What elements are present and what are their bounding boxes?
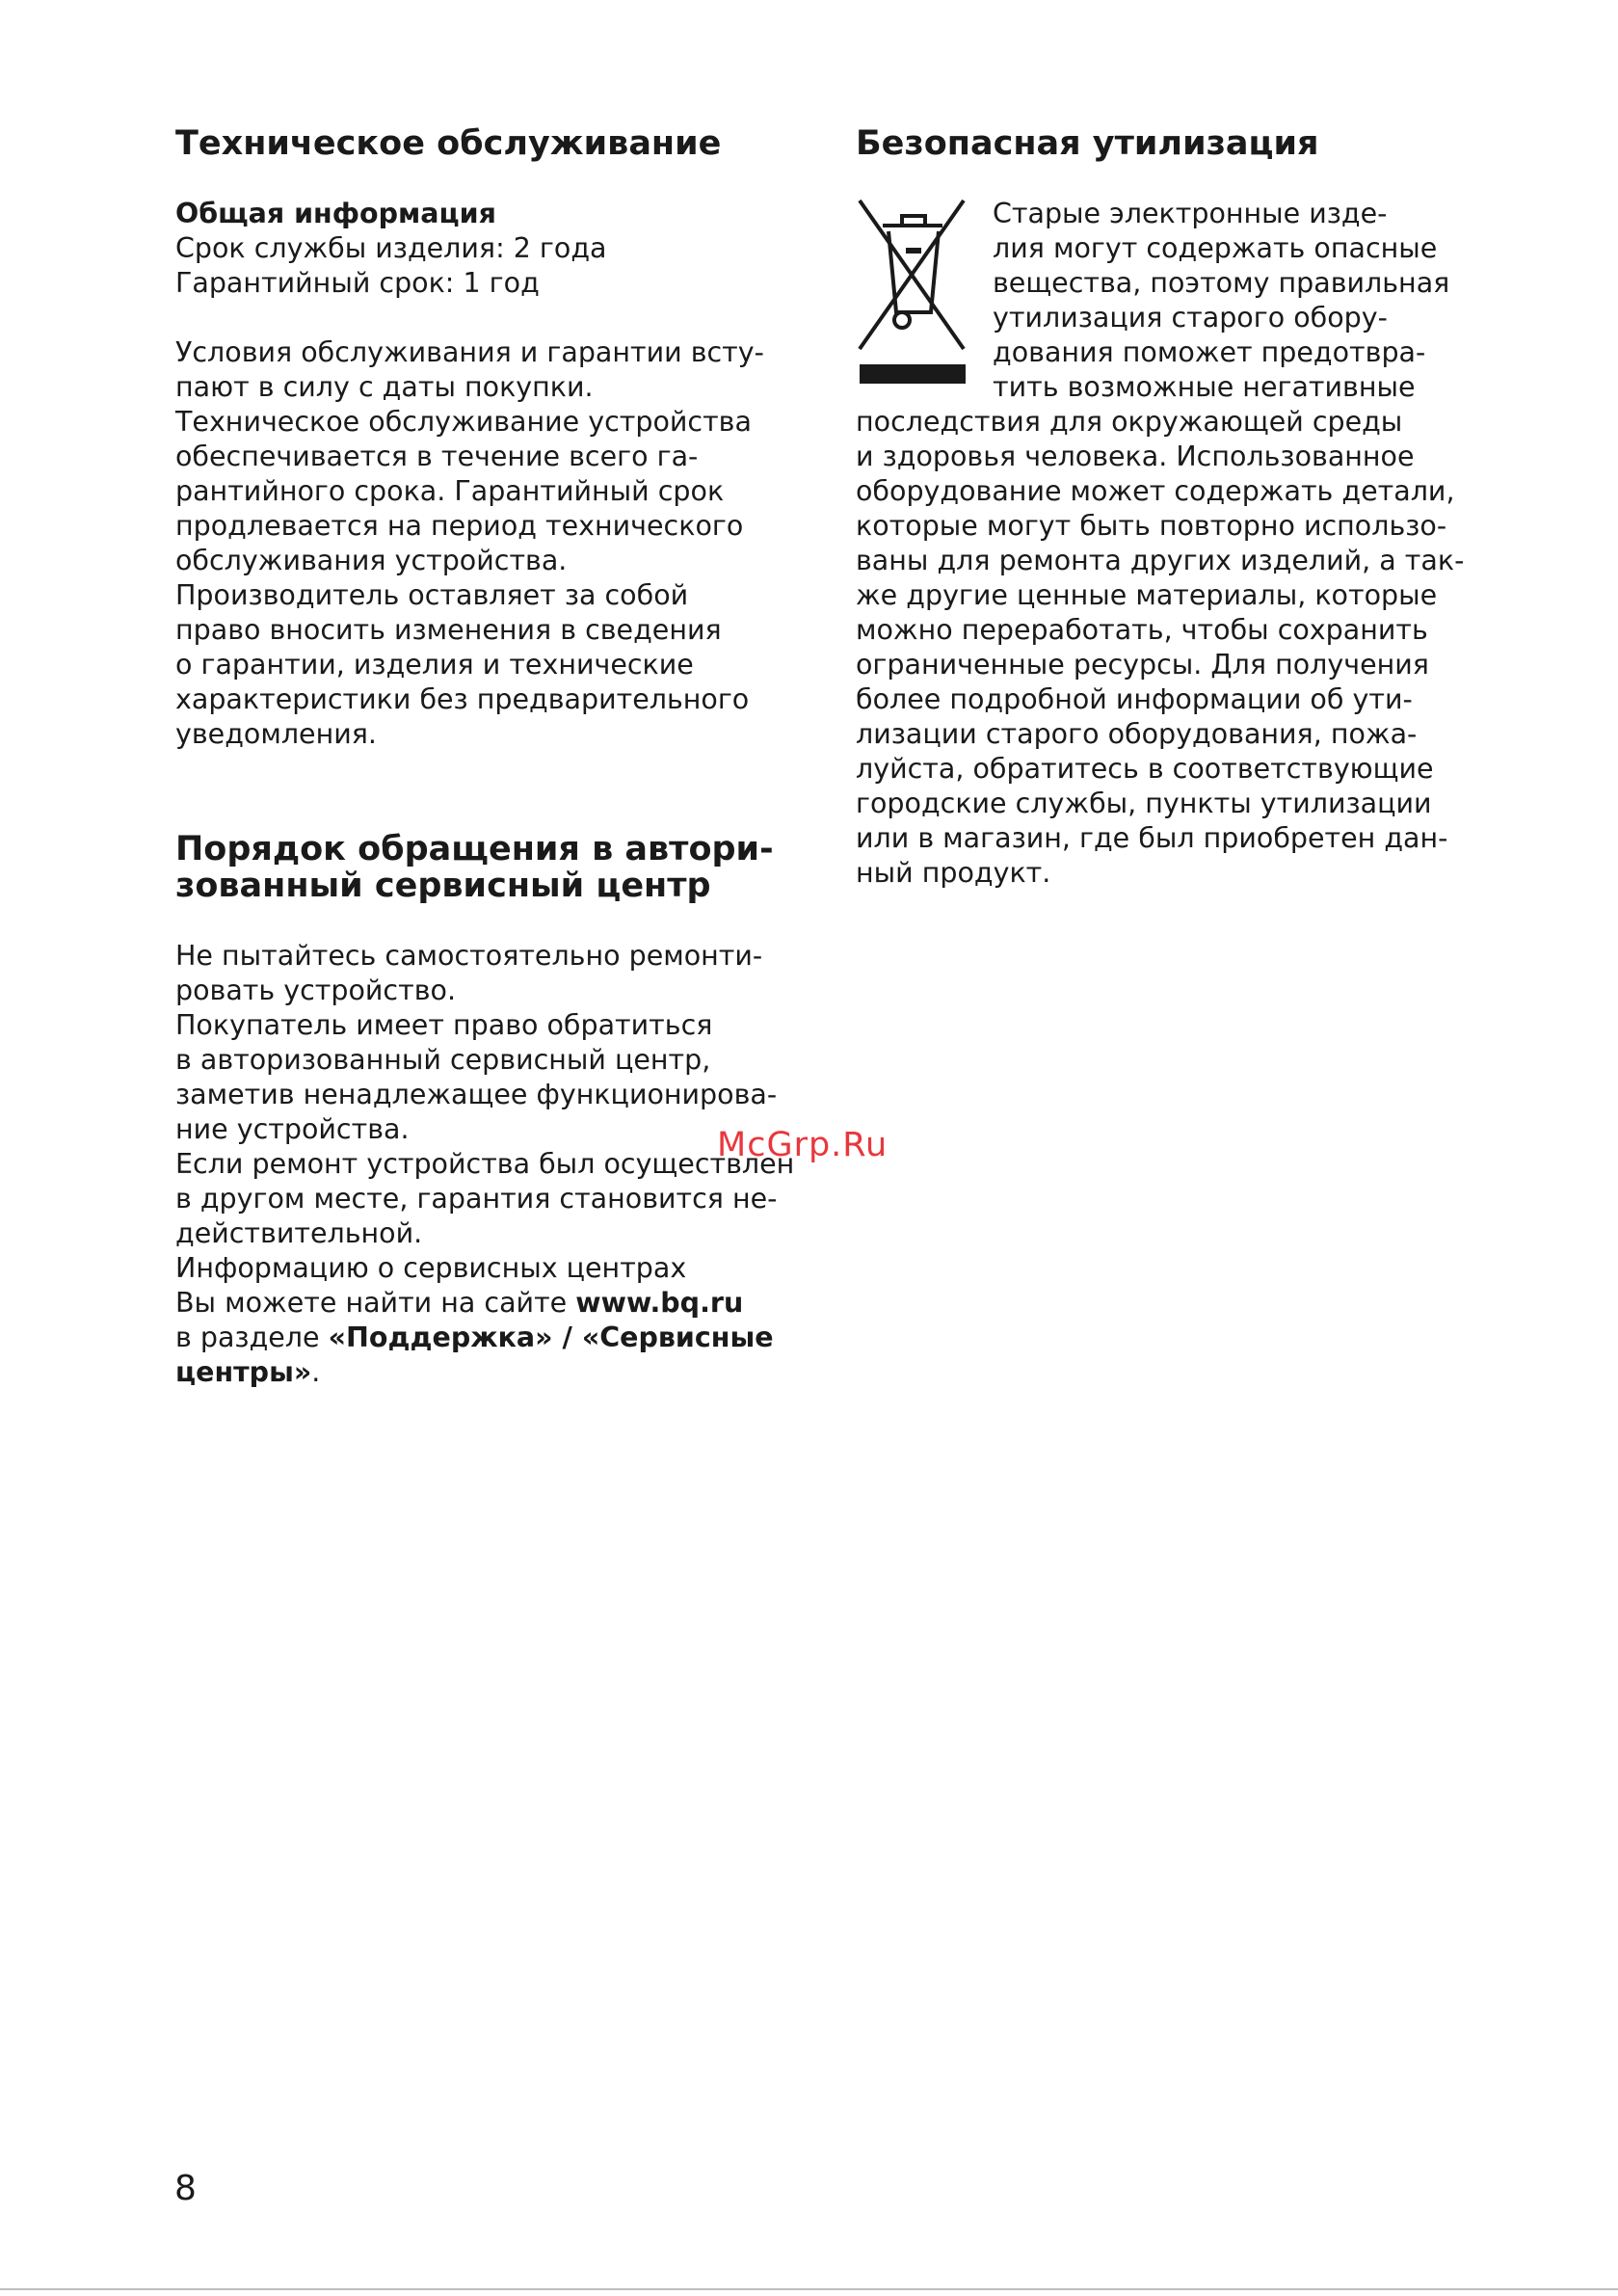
- section-suffix: .: [311, 1356, 321, 1388]
- paragraph-line: Если ремонт устройства был осуществлен: [175, 1148, 795, 1180]
- paragraph-line: и здоровья человека. Использованное: [856, 441, 1415, 472]
- section-line-2: [175, 1355, 831, 1390]
- maintenance-paragraph: [175, 335, 831, 752]
- paragraph-line: же другие ценные материалы, которые: [856, 579, 1438, 611]
- site-line: [175, 1286, 831, 1321]
- general-info-subheading: Общая информация: [175, 198, 496, 229]
- section-line: [175, 1321, 831, 1355]
- paragraph-line: тить возможные негативные: [993, 371, 1416, 403]
- paragraph-line: можно переработать, чтобы сохранить: [856, 614, 1428, 646]
- paragraph-line: городские службы, пункты утилизации: [856, 788, 1432, 819]
- paragraph-line: Условия обслуживания и гарантии всту-: [175, 336, 764, 368]
- site-prefix: Вы можете найти на сайте: [175, 1287, 576, 1319]
- paragraph-line: Старые электронные изде-: [993, 198, 1388, 229]
- paragraph-line: Информацию о сервисных центрах: [175, 1252, 687, 1284]
- paragraph-line: в авторизованный сервисный центр,: [175, 1044, 711, 1076]
- left-column: [175, 125, 831, 1390]
- service-life-text: Срок службы изделия: 2 года: [175, 232, 607, 264]
- paragraph-line: вещества, поэтому правильная: [993, 267, 1450, 299]
- service-center-paragraph: [175, 939, 831, 1390]
- service-center-heading: [175, 831, 831, 904]
- paragraph-line: ровать устройство.: [175, 974, 456, 1006]
- service-center-heading-line1: Порядок обращения в автори-: [175, 830, 774, 868]
- paragraph-line: последствия для окружающей среды: [856, 406, 1403, 438]
- bottom-divider: [0, 2288, 1618, 2290]
- paragraph-line: Производитель оставляет за собой: [175, 579, 689, 611]
- right-column: [856, 125, 1511, 891]
- paragraph-line: Покупатель имеет право обратиться: [175, 1009, 713, 1041]
- paragraph-line: или в магазин, где был приобретен дан-: [856, 822, 1448, 854]
- paragraph-line: Техническое обслуживание устройства: [175, 406, 752, 438]
- paragraph-line: право вносить изменения в сведения: [175, 614, 722, 646]
- warranty-period-text: Гарантийный срок: 1 год: [175, 267, 540, 299]
- paragraph-line: в другом месте, гарантия становится не-: [175, 1183, 778, 1215]
- paragraph-line: заметив ненадлежащее функционирова-: [175, 1079, 778, 1110]
- paragraph-line: утилизация старого обору-: [993, 302, 1388, 334]
- paragraph-line: дования поможет предотвра-: [993, 336, 1426, 368]
- paragraph-line: продлевается на период технического: [175, 510, 744, 542]
- paragraph-line: лия могут содержать опасные: [993, 232, 1438, 264]
- site-link[interactable]: www.bq.ru: [575, 1287, 744, 1319]
- paragraph-line: оборудование может содержать детали,: [856, 475, 1455, 507]
- paragraph-line: ние устройства.: [175, 1113, 410, 1145]
- disposal-block: [856, 197, 1511, 891]
- paragraph-line: ваны для ремонта других изделий, а так-: [856, 545, 1465, 576]
- paragraph-line: ный продукт.: [856, 857, 1051, 889]
- paragraph-line: характеристики без предварительного: [175, 683, 750, 715]
- paragraph-line: более подробной информации об ути-: [856, 683, 1413, 715]
- paragraph-line: луйста, обратитесь в соответствующие: [856, 753, 1434, 785]
- maintenance-heading: Техническое обслуживание: [175, 124, 722, 163]
- section-prefix: в разделе: [175, 1322, 329, 1353]
- paragraph-line: обеспечивается в течение всего га-: [175, 441, 699, 472]
- disposal-heading: Безопасная утилизация: [856, 124, 1319, 163]
- paragraph-line: Не пытайтесь самостоятельно ремонти-: [175, 940, 763, 972]
- paragraph-line: которые могут быть повторно использо-: [856, 510, 1447, 542]
- service-center-heading-line2: зованный сервисный центр: [175, 867, 711, 905]
- paragraph-line: ограниченные ресурсы. Для получения: [856, 649, 1429, 681]
- paragraph-line: действительной.: [175, 1217, 423, 1249]
- paragraph-line: уведомления.: [175, 718, 377, 750]
- paragraph-line: обслуживания устройства.: [175, 545, 568, 576]
- section-name-end: центры»: [175, 1356, 312, 1388]
- weee-crossed-bin-icon: [856, 193, 969, 386]
- section-name: «Поддержка» / «Сервисные: [328, 1322, 774, 1353]
- paragraph-line: пают в силу с даты покупки.: [175, 371, 594, 403]
- paragraph-line: о гарантии, изделия и технические: [175, 649, 694, 681]
- watermark: McGrp.Ru: [717, 1126, 889, 1164]
- paragraph-line: лизации старого оборудования, пожа-: [856, 718, 1418, 750]
- paragraph-line: рантийного срока. Гарантийный срок: [175, 475, 725, 507]
- page-number: 8: [174, 2169, 197, 2208]
